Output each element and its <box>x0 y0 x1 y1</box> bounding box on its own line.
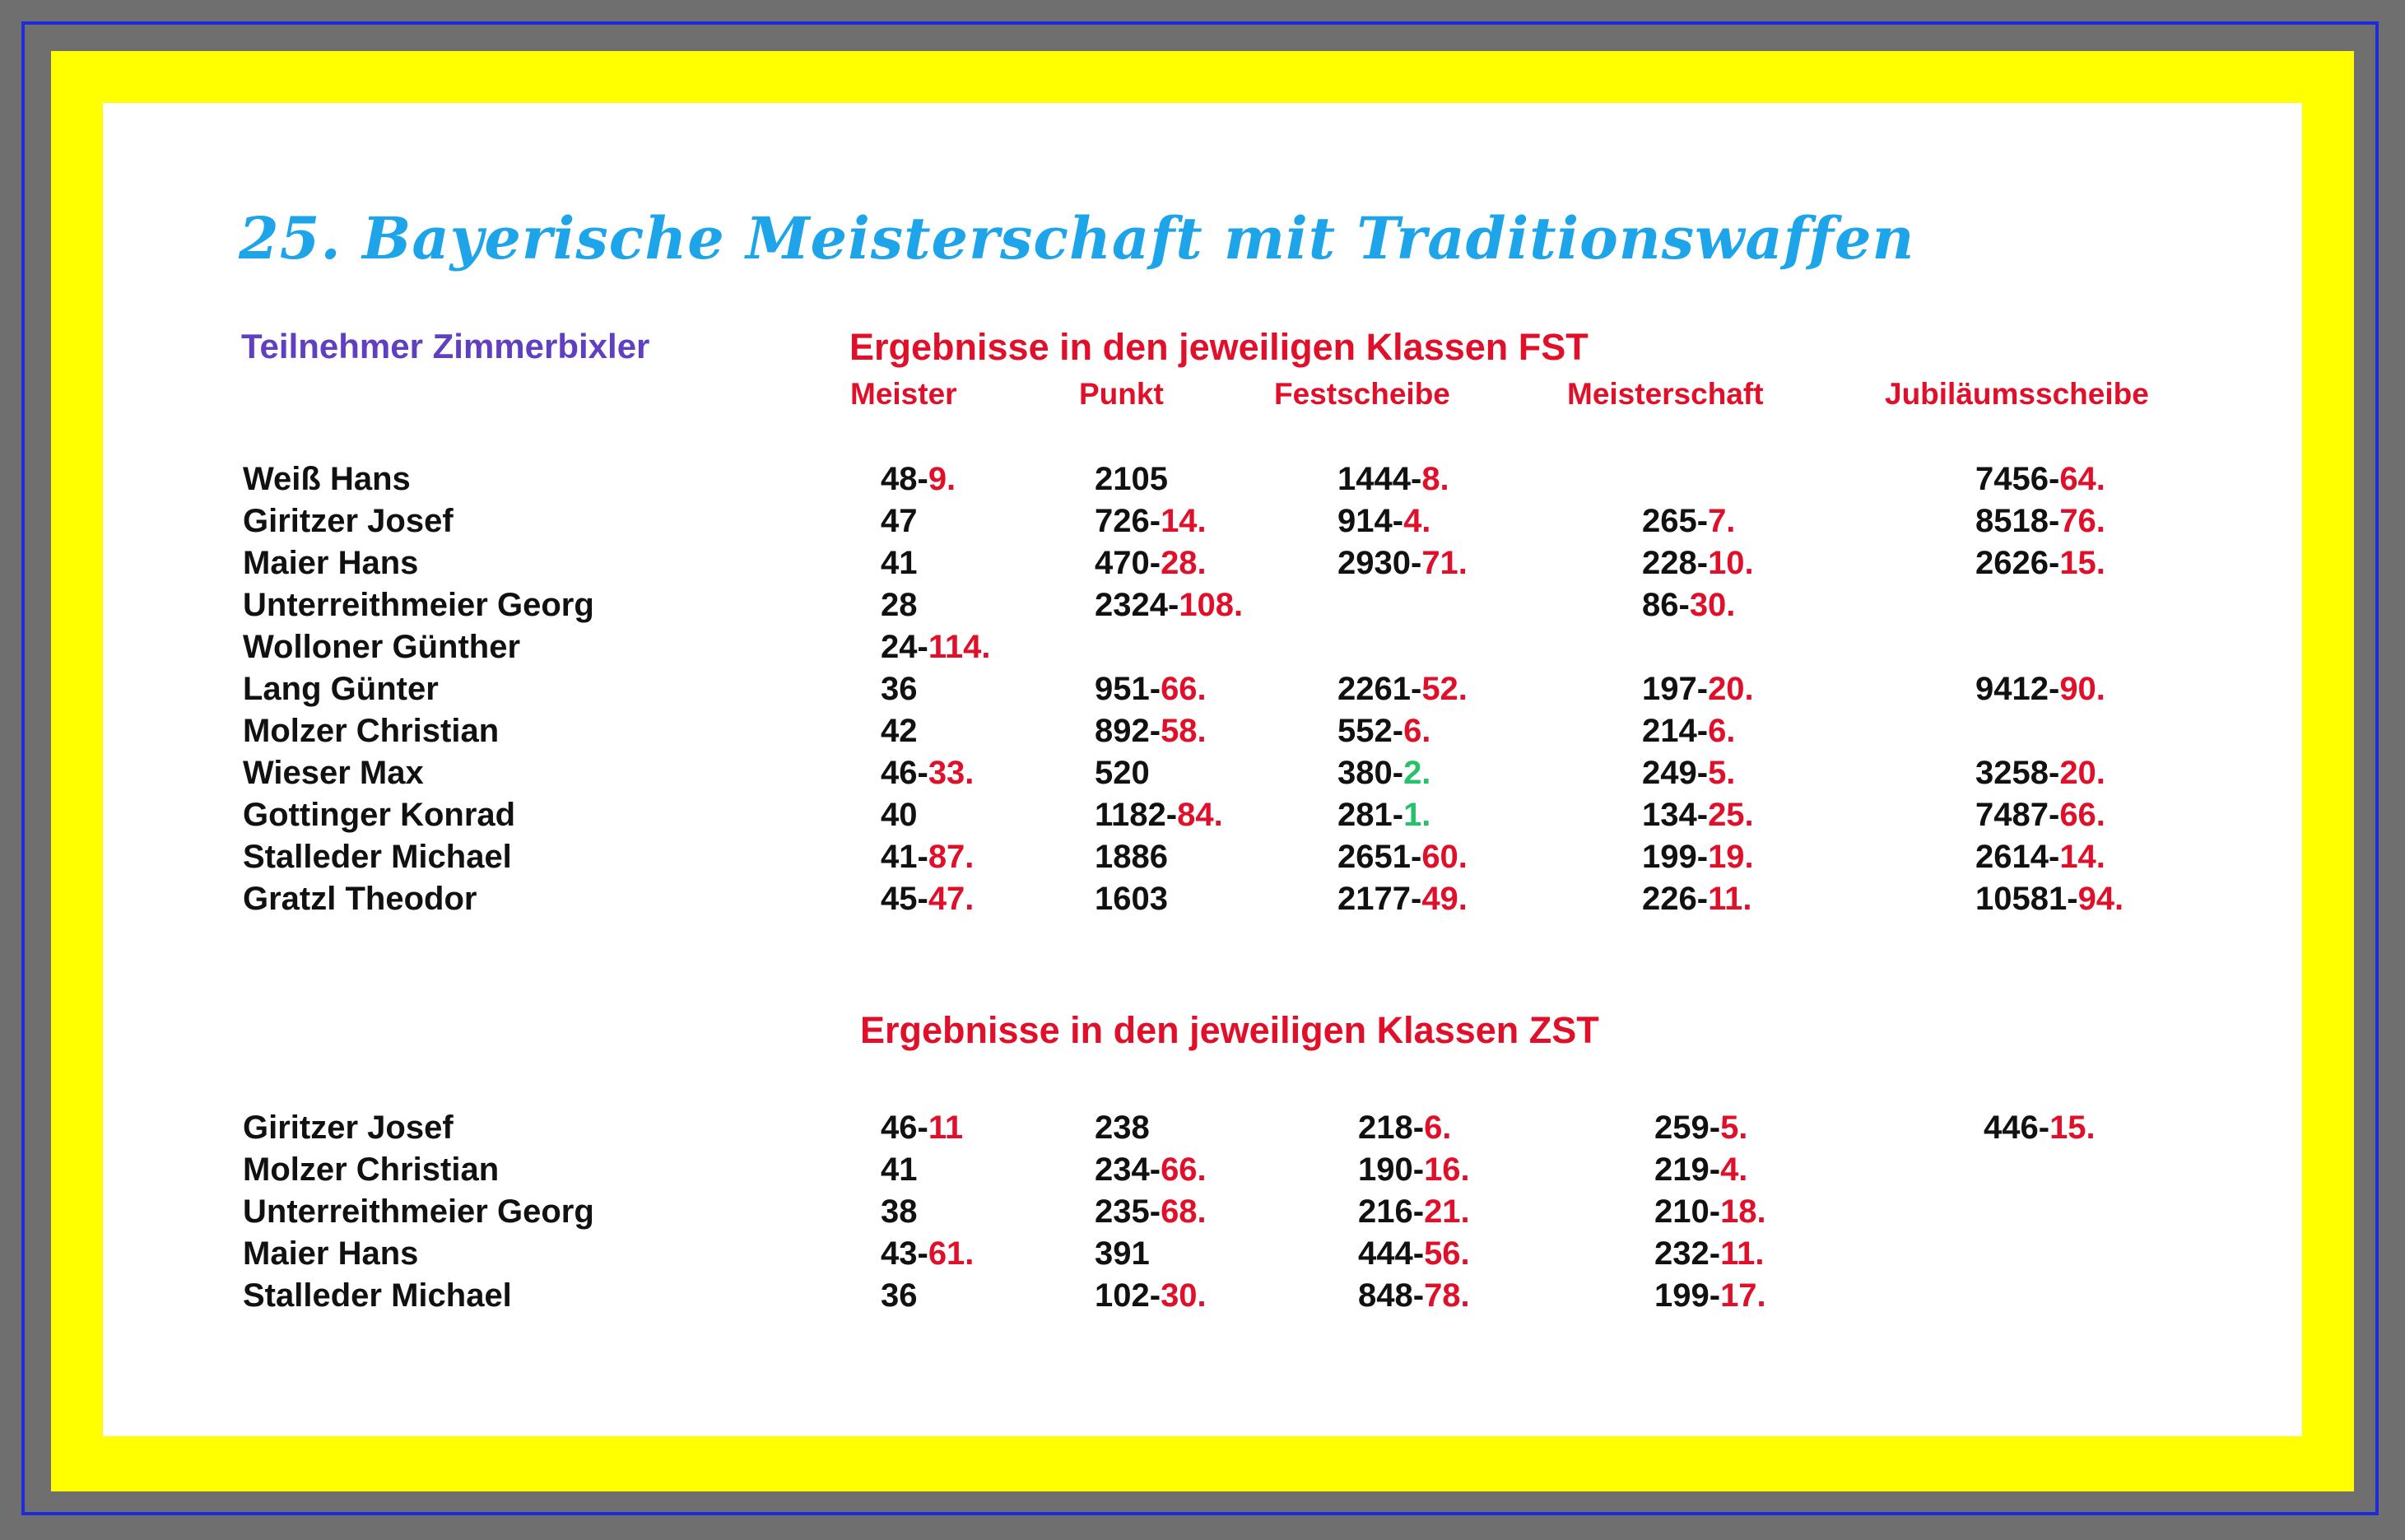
result-cell <box>1642 542 1754 584</box>
fst-result-row <box>0 626 2405 668</box>
result-cell <box>1975 794 2105 835</box>
score-value: 2614- <box>1975 839 2060 875</box>
score-value: 38 <box>881 1193 918 1230</box>
score-value: 199- <box>1654 1277 1721 1314</box>
score-value: 259- <box>1654 1110 1721 1146</box>
rank-value: 47. <box>928 881 975 917</box>
zst-result-row <box>0 1191 2405 1232</box>
rank-value: 4. <box>1720 1152 1748 1188</box>
fst-result-row <box>0 668 2405 710</box>
result-cell <box>1095 584 1243 626</box>
result-cell <box>1337 542 1468 584</box>
rank-value: 10. <box>1708 545 1754 581</box>
rank-value: 20. <box>2059 755 2105 791</box>
score-value: 2261- <box>1337 671 1422 707</box>
result-cell <box>1095 458 1168 500</box>
rank-value: 66. <box>1161 1152 1207 1188</box>
result-cell <box>881 458 956 500</box>
rank-value: 68. <box>1161 1193 1207 1230</box>
score-value: 2651- <box>1337 839 1422 875</box>
score-value: 43- <box>881 1235 928 1272</box>
score-value: 10581- <box>1975 881 2078 917</box>
result-cell <box>881 836 974 877</box>
result-cell <box>881 1149 918 1190</box>
score-value: 9412- <box>1975 671 2060 707</box>
result-cell <box>1654 1275 1766 1316</box>
rank-value: 56. <box>1424 1235 1470 1272</box>
result-cell <box>1095 1191 1207 1232</box>
rank-value: 5. <box>1720 1110 1748 1146</box>
score-value: 36 <box>881 1277 918 1314</box>
score-value: 45- <box>881 881 928 917</box>
result-cell <box>1358 1149 1470 1190</box>
rank-value: 30. <box>1161 1277 1207 1314</box>
result-cell <box>1975 878 2124 919</box>
column-header-jubilaeumsscheibe: Jubiläumsscheibe <box>1885 377 2149 411</box>
rank-value: 60. <box>1421 839 1468 875</box>
rank-value: 21. <box>1424 1193 1470 1230</box>
zst-result-row <box>0 1149 2405 1190</box>
result-cell <box>1095 668 1207 710</box>
rank-value: 25. <box>1708 797 1754 833</box>
result-cell <box>1095 794 1223 835</box>
result-cell <box>1642 584 1735 626</box>
rank-value: 61. <box>928 1235 975 1272</box>
rank-value: 9. <box>928 461 956 497</box>
result-cell <box>1095 710 1207 751</box>
result-cell <box>881 1233 974 1274</box>
rank-value: 108. <box>1179 587 1244 623</box>
rank-value: 19. <box>1708 839 1754 875</box>
rank-value: 6. <box>1708 713 1736 749</box>
fst-result-row <box>0 710 2405 751</box>
score-value: 199- <box>1642 839 1709 875</box>
score-value: 218- <box>1358 1110 1425 1146</box>
score-value: 8518- <box>1975 503 2060 539</box>
result-cell <box>1337 668 1468 710</box>
score-value: 892- <box>1095 713 1161 749</box>
rank-value: 33. <box>928 755 975 791</box>
score-value: 281- <box>1337 797 1404 833</box>
score-value: 28 <box>881 587 918 623</box>
score-value: 726- <box>1095 503 1161 539</box>
result-cell <box>1975 668 2105 710</box>
rank-value: 6. <box>1424 1110 1452 1146</box>
rank-value: 58. <box>1161 713 1207 749</box>
fst-result-row <box>0 794 2405 835</box>
score-value: 226- <box>1642 881 1709 917</box>
score-value: 102- <box>1095 1277 1161 1314</box>
result-cell <box>1642 794 1754 835</box>
participant-name: Wieser Max <box>243 755 424 791</box>
score-value: 190- <box>1358 1152 1425 1188</box>
score-value: 391 <box>1095 1235 1150 1272</box>
result-cell <box>1095 1107 1150 1148</box>
score-value: 134- <box>1642 797 1709 833</box>
result-cell <box>1337 500 1430 542</box>
result-cell <box>1654 1107 1747 1148</box>
score-value: 47 <box>881 503 918 539</box>
rank-value: 15. <box>2049 1110 2096 1146</box>
fst-result-row <box>0 500 2405 542</box>
fst-result-row <box>0 458 2405 500</box>
score-value: 2324- <box>1095 587 1179 623</box>
result-cell <box>881 1107 963 1148</box>
score-value: 46- <box>881 1110 928 1146</box>
result-cell <box>1654 1149 1747 1190</box>
rank-value: 7. <box>1708 503 1736 539</box>
score-value: 36 <box>881 671 918 707</box>
rank-value: 17. <box>1720 1277 1766 1314</box>
rank-value: 66. <box>1161 671 1207 707</box>
score-value: 380- <box>1337 755 1404 791</box>
score-value: 3258- <box>1975 755 2060 791</box>
participant-name: Stalleder Michael <box>243 1277 512 1314</box>
column-header-meisterschaft: Meisterschaft <box>1567 377 1764 411</box>
result-cell <box>1095 1149 1207 1190</box>
column-header-punkt: Punkt <box>1079 377 1164 411</box>
score-value: 265- <box>1642 503 1709 539</box>
result-cell <box>1642 710 1735 751</box>
zst-heading: Ergebnisse in den jeweiligen Klassen ZST <box>860 1009 1599 1051</box>
score-value: 40 <box>881 797 918 833</box>
rank-value: 20. <box>1708 671 1754 707</box>
rank-value: 11. <box>1708 881 1752 917</box>
result-cell <box>1975 500 2105 542</box>
result-cell <box>1358 1233 1470 1274</box>
result-cell <box>881 794 918 835</box>
score-value: 46- <box>881 755 928 791</box>
result-cell <box>1337 752 1430 793</box>
rank-value: 30. <box>1689 587 1736 623</box>
rank-value: 1. <box>1403 797 1431 833</box>
score-value: 914- <box>1337 503 1404 539</box>
participant-name: Gratzl Theodor <box>243 881 477 917</box>
score-value: 1886 <box>1095 839 1168 875</box>
result-cell <box>1358 1191 1470 1232</box>
result-cell <box>881 710 918 751</box>
score-value: 210- <box>1654 1193 1721 1230</box>
fst-result-row <box>0 542 2405 584</box>
result-cell <box>1337 836 1468 877</box>
result-cell <box>1095 752 1150 793</box>
score-value: 1182- <box>1095 797 1178 833</box>
rank-value: 66. <box>2059 797 2105 833</box>
result-cell <box>1642 836 1754 877</box>
score-value: 24- <box>881 629 928 665</box>
participant-name: Giritzer Josef <box>243 1110 454 1146</box>
result-cell <box>1095 1275 1207 1316</box>
fst-result-row <box>0 836 2405 877</box>
rank-value: 64. <box>2059 461 2105 497</box>
rank-value: 16. <box>1424 1152 1470 1188</box>
participant-name: Lang Günter <box>243 671 439 707</box>
score-value: 2930- <box>1337 545 1422 581</box>
result-cell <box>881 500 918 542</box>
score-value: 41 <box>881 545 918 581</box>
rank-value: 18. <box>1720 1193 1766 1230</box>
rank-value: 6. <box>1403 713 1431 749</box>
rank-value: 2. <box>1403 755 1431 791</box>
fst-heading: Ergebnisse in den jeweiligen Klassen FST <box>849 326 1589 368</box>
participant-name: Unterreithmeier Georg <box>243 1193 594 1230</box>
result-cell <box>1095 542 1207 584</box>
result-cell <box>1975 752 2105 793</box>
participant-name: Unterreithmeier Georg <box>243 587 594 623</box>
column-header-meister: Meister <box>850 377 957 411</box>
rank-value: 90. <box>2059 671 2105 707</box>
result-cell <box>1654 1233 1764 1274</box>
score-value: 951- <box>1095 671 1161 707</box>
score-value: 249- <box>1642 755 1709 791</box>
column-header-festscheibe: Festscheibe <box>1274 377 1450 411</box>
result-cell <box>1095 500 1207 542</box>
participant-name: Gottinger Konrad <box>243 797 516 833</box>
score-value: 42 <box>881 713 918 749</box>
zst-result-row <box>0 1233 2405 1274</box>
rank-value: 14. <box>1161 503 1207 539</box>
score-value: 86- <box>1642 587 1690 623</box>
score-value: 848- <box>1358 1277 1425 1314</box>
score-value: 2626- <box>1975 545 2060 581</box>
participant-name: Maier Hans <box>243 1235 419 1272</box>
score-value: 2105 <box>1095 461 1168 497</box>
rank-value: 28. <box>1161 545 1207 581</box>
rank-value: 14. <box>2059 839 2105 875</box>
rank-value: 76. <box>2059 503 2105 539</box>
rank-value: 78. <box>1424 1277 1470 1314</box>
result-cell <box>881 584 918 626</box>
result-cell <box>1642 668 1754 710</box>
result-cell <box>1095 836 1168 877</box>
score-value: 235- <box>1095 1193 1161 1230</box>
score-value: 228- <box>1642 545 1709 581</box>
participant-name: Maier Hans <box>243 545 419 581</box>
score-value: 232- <box>1654 1235 1721 1272</box>
result-cell <box>1337 878 1468 919</box>
score-value: 520 <box>1095 755 1150 791</box>
result-cell <box>1095 1233 1150 1274</box>
result-cell <box>1975 836 2105 877</box>
result-cell <box>1984 1107 2096 1148</box>
rank-value: 8. <box>1421 461 1449 497</box>
result-cell <box>1358 1107 1451 1148</box>
zst-result-row <box>0 1275 2405 1316</box>
rank-value: 49. <box>1421 881 1468 917</box>
score-value: 444- <box>1358 1235 1425 1272</box>
result-cell <box>1975 542 2105 584</box>
rank-value: 52. <box>1421 671 1468 707</box>
score-value: 1603 <box>1095 881 1168 917</box>
score-value: 219- <box>1654 1152 1721 1188</box>
score-value: 41- <box>881 839 928 875</box>
participant-name: Wolloner Günther <box>243 629 521 665</box>
score-value: 214- <box>1642 713 1709 749</box>
rank-value: 5. <box>1708 755 1736 791</box>
result-cell <box>881 542 918 584</box>
score-value: 197- <box>1642 671 1709 707</box>
result-cell <box>1642 500 1735 542</box>
rank-value: 114. <box>928 629 991 665</box>
fst-result-row <box>0 752 2405 793</box>
result-cell <box>1337 458 1449 500</box>
score-value: 1444- <box>1337 461 1422 497</box>
zst-result-row <box>0 1107 2405 1148</box>
score-value: 48- <box>881 461 928 497</box>
score-value: 7487- <box>1975 797 2060 833</box>
page-title: 25. Bayerische Meisterschaft mit Traditionswaffen <box>239 204 1915 272</box>
result-cell <box>1358 1275 1470 1316</box>
fst-result-row <box>0 878 2405 919</box>
participants-label: Teilnehmer Zimmerbixler <box>241 327 650 365</box>
score-value: 552- <box>1337 713 1404 749</box>
result-cell <box>1337 710 1430 751</box>
result-cell <box>1975 458 2105 500</box>
participant-name: Giritzer Josef <box>243 503 454 539</box>
rank-value: 15. <box>2059 545 2105 581</box>
score-value: 446- <box>1984 1110 2050 1146</box>
rank-value: 4. <box>1403 503 1431 539</box>
result-cell <box>881 1275 918 1316</box>
score-value: 216- <box>1358 1193 1425 1230</box>
rank-value: 71. <box>1421 545 1468 581</box>
participant-name: Stalleder Michael <box>243 839 512 875</box>
result-cell <box>881 1191 918 1232</box>
score-value: 2177- <box>1337 881 1422 917</box>
score-value: 238 <box>1095 1110 1150 1146</box>
score-value: 234- <box>1095 1152 1161 1188</box>
result-cell <box>1642 878 1751 919</box>
result-cell <box>881 878 974 919</box>
rank-value: 11 <box>928 1110 964 1146</box>
result-cell <box>1654 1191 1766 1232</box>
score-value: 470- <box>1095 545 1161 581</box>
result-cell <box>1337 794 1430 835</box>
result-cell <box>881 752 974 793</box>
result-cell <box>1095 878 1168 919</box>
score-value: 7456- <box>1975 461 2060 497</box>
rank-value: 11. <box>1720 1235 1765 1272</box>
result-cell <box>881 668 918 710</box>
rank-value: 87. <box>928 839 975 875</box>
score-value: 41 <box>881 1152 918 1188</box>
participant-name: Molzer Christian <box>243 1152 500 1188</box>
participant-name: Molzer Christian <box>243 713 500 749</box>
rank-value: 84. <box>1177 797 1223 833</box>
rank-value: 94. <box>2077 881 2124 917</box>
participant-name: Weiß Hans <box>243 461 411 497</box>
result-cell <box>881 626 990 668</box>
result-cell <box>1642 752 1735 793</box>
fst-result-row <box>0 584 2405 626</box>
